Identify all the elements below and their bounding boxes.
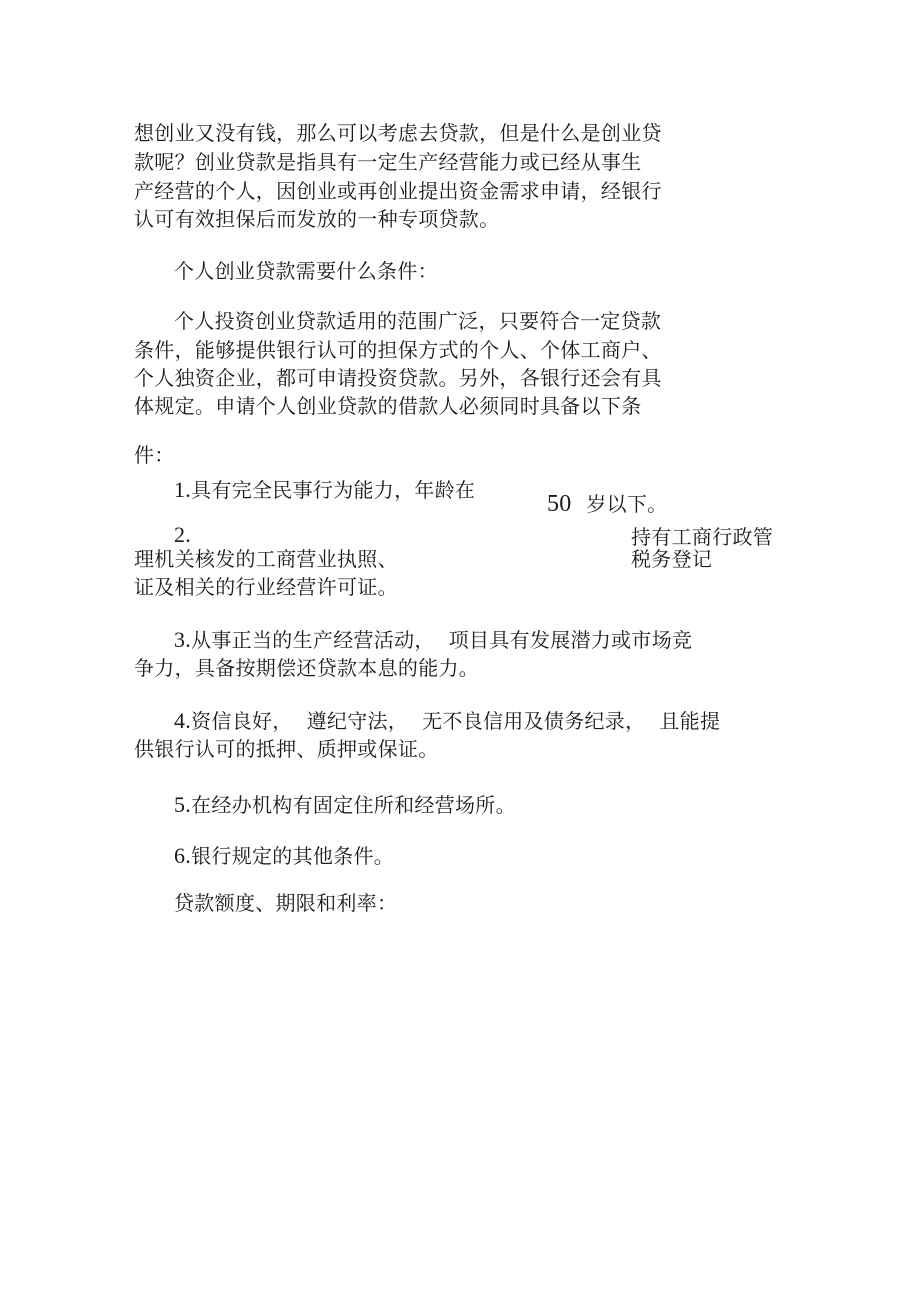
- item-3-line-2: 争力，具备按期偿还贷款本息的能力。: [134, 656, 480, 680]
- heading-amount: 贷款额度、期限和利率：: [174, 891, 398, 915]
- item-2-right-line-2: 税务登记: [631, 547, 713, 571]
- item-3-number: 3.: [174, 627, 192, 652]
- intro-line-3: 产经营的个人，因创业或再创业提出资金需求申请，经银行: [134, 179, 662, 203]
- item-5: [174, 792, 516, 818]
- item-1-age-value: 50: [547, 491, 572, 517]
- scope-line-4: 体规定。申请个人创业贷款的借款人必须同时具备以下条: [134, 394, 642, 418]
- item-1: [174, 477, 475, 503]
- item-6: [174, 843, 394, 869]
- intro-line-2: 款呢？创业贷款是指具有一定生产经营能力或已经从事生: [134, 150, 642, 174]
- scope-line-5: 件：: [134, 443, 175, 467]
- item-1-number: 1.: [174, 477, 192, 502]
- item-2-right-line-1: 持有工商行政管: [631, 525, 774, 549]
- item-3-text-a: 从事正当的生产经营活动，: [191, 628, 435, 652]
- item-4-text-a: 资信良好，: [191, 709, 293, 733]
- item-2-left-line-1: 理机关核发的工商营业执照、: [134, 547, 398, 571]
- item-3-line-1: [174, 627, 692, 653]
- item-1-age-tail: 岁以下。: [586, 492, 668, 516]
- scope-line-2: 条件，能够提供银行认可的担保方式的个人、个体工商户、: [134, 338, 662, 362]
- item-1-text: 具有完全民事行为能力，年龄在: [191, 478, 476, 502]
- item-2-number: 2.: [174, 522, 192, 547]
- item-5-number: 5.: [174, 792, 192, 817]
- scope-line-1: 个人投资创业贷款适用的范围广泛，只要符合一定贷款: [174, 309, 662, 333]
- item-4-text-d: 且能提: [659, 709, 721, 733]
- item-4-line-2: 供银行认可的抵押、质押或保证。: [134, 737, 439, 761]
- item-1-age: [547, 491, 667, 517]
- heading-conditions: 个人创业贷款需要什么条件：: [174, 259, 438, 283]
- item-4-text-c: 无不良信用及债务纪录，: [422, 709, 646, 733]
- intro-line-4: 认可有效担保后而发放的一种专项贷款。: [134, 207, 500, 231]
- item-4-number: 4.: [174, 708, 192, 733]
- scope-line-3: 个人独资企业，都可申请投资贷款。另外，各银行还会有具: [134, 366, 662, 390]
- intro-line-1: 想创业又没有钱，那么可以考虑去贷款，但是什么是创业贷: [134, 121, 662, 145]
- item-5-text: 在经办机构有固定住所和经营场所。: [191, 793, 516, 817]
- item-3-text-b: 项目具有发展潜力或市场竞: [448, 628, 693, 652]
- item-6-number: 6.: [174, 843, 192, 868]
- item-4-line-1: [174, 708, 720, 734]
- item-2-left-line-2: 证及相关的行业经营许可证。: [134, 575, 398, 599]
- item-4-text-b: 遵纪守法，: [306, 709, 409, 733]
- item-6-text: 银行规定的其他条件。: [191, 844, 395, 868]
